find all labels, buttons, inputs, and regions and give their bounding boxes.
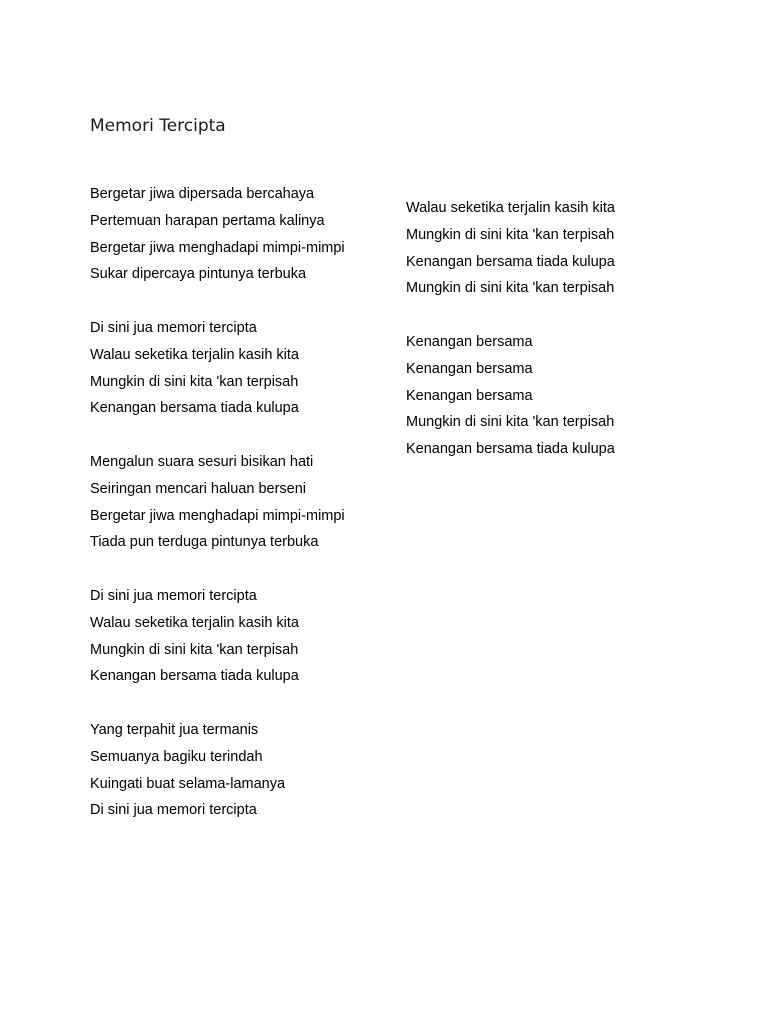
lyric-line: Bergetar jiwa dipersada bercahaya <box>90 186 315 202</box>
lyric-line: Mungkin di sini kita 'kan terpisah <box>406 226 615 243</box>
page-title: Memori Tercipta <box>90 116 226 136</box>
lyric-line: Mungkin di sini kita 'kan terpisah <box>406 280 615 297</box>
left-column <box>90 181 390 851</box>
stanza <box>90 181 390 288</box>
lyric-line: Kenangan bersama <box>406 387 533 404</box>
lyric-line: Kenangan bersama tiada kulupa <box>90 668 299 685</box>
lyric-line: Kenangan bersama tiada kulupa <box>406 253 615 270</box>
stanza <box>90 449 390 556</box>
lyric-line: Walau seketika terjalin kasih kita <box>406 200 615 216</box>
lyric-line: Di sini jua memori tercipta <box>90 587 257 604</box>
stanza <box>90 315 390 422</box>
lyric-line: Yang terpahit jua termanis <box>90 721 259 738</box>
lyric-line: Sukar dipercaya pintunya terbuka <box>90 266 307 283</box>
lyric-line: Mungkin di sini kita 'kan terpisah <box>406 414 615 431</box>
lyric-line: Kenangan bersama <box>406 360 533 377</box>
lyric-line: Kenangan bersama tiada kulupa <box>90 400 299 417</box>
lyric-line: Mengalun suara sesuri bisikan hati <box>90 453 314 470</box>
lyric-line: Bergetar jiwa menghadapi mimpi-mimpi <box>90 507 345 524</box>
lyric-line: Pertemuan harapan pertama kalinya <box>90 212 325 229</box>
lyric-line: Di sini jua memori tercipta <box>90 319 257 336</box>
lyric-line: Mungkin di sini kita 'kan terpisah <box>90 373 299 390</box>
lyric-line: Semuanya bagiku terindah <box>90 748 263 765</box>
lyric-line: Bergetar jiwa menghadapi mimpi-mimpi <box>90 239 345 256</box>
lyric-line: Seiringan mencari haluan berseni <box>90 480 307 497</box>
lyric-line: Walau seketika terjalin kasih kita <box>90 614 299 631</box>
lyric-line: Mungkin di sini kita 'kan terpisah <box>90 641 299 658</box>
stanza <box>90 717 390 824</box>
stanza <box>90 583 390 690</box>
lyric-line: Kuingati buat selama-lamanya <box>90 775 286 792</box>
lyric-line: Walau seketika terjalin kasih kita <box>90 346 299 363</box>
right-column <box>406 195 706 490</box>
lyric-line: Di sini jua memori tercipta <box>90 802 257 819</box>
stanza <box>406 329 706 463</box>
lyric-line: Kenangan bersama tiada kulupa <box>406 441 615 458</box>
lyric-line: Kenangan bersama <box>406 333 533 350</box>
stanza <box>406 195 706 302</box>
lyric-line: Tiada pun terduga pintunya terbuka <box>90 534 319 551</box>
